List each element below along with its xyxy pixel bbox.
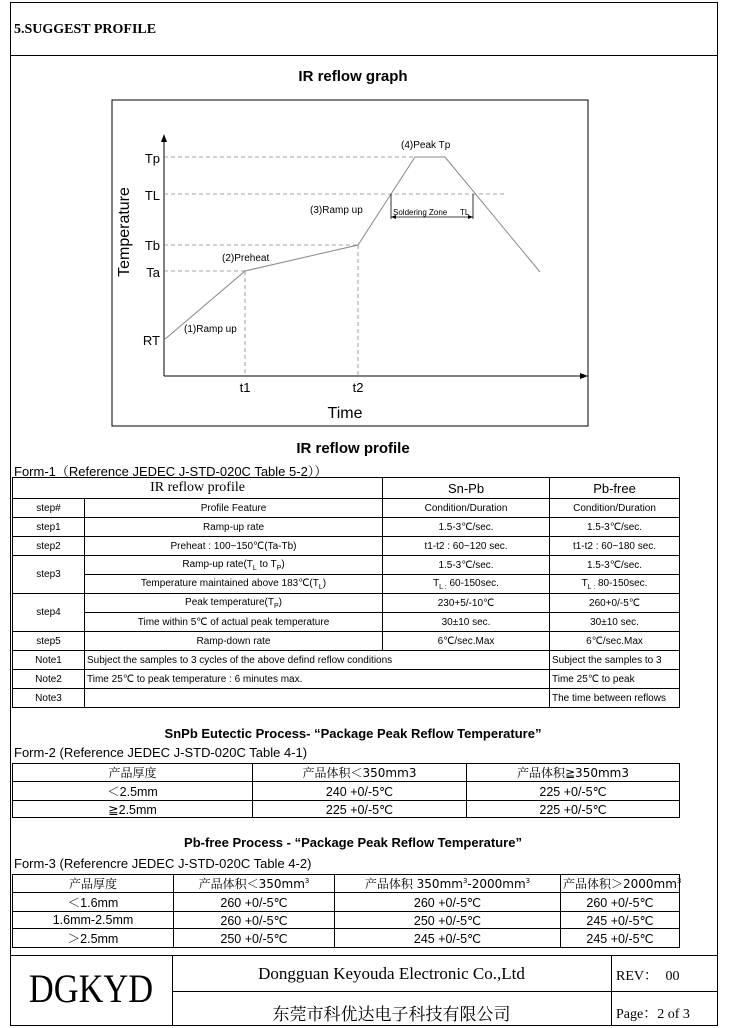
table-cell: 260 +0/-5℃ xyxy=(561,893,680,912)
feature-cell xyxy=(85,556,383,575)
snpb-cell: 6℃/sec.Max xyxy=(383,632,550,651)
profile-table xyxy=(12,477,680,708)
form2-table xyxy=(12,763,680,818)
table-row xyxy=(13,929,680,948)
table-cell: 225 +0/-5℃ xyxy=(467,782,680,801)
y-tick-rt: RT xyxy=(142,333,160,348)
table-cell: ＜2.5mm xyxy=(13,782,253,801)
table-row xyxy=(13,670,680,689)
form3-title: Pb-free Process - “Package Peak Reflow Temperature” xyxy=(184,835,522,850)
note-text xyxy=(85,689,550,708)
note-label: Note1 xyxy=(13,651,85,670)
header-text: -2000mm xyxy=(467,877,526,891)
profile-header-feature: IR reflow profile xyxy=(13,478,383,499)
y-tick-tb: Tb xyxy=(144,238,160,253)
pbfree-cell: 1.5-3℃/sec. xyxy=(550,556,680,575)
y-axis-arrow xyxy=(161,134,167,142)
superscript: 3 xyxy=(525,877,531,885)
x-tick-t1: t1 xyxy=(239,380,251,395)
profile-header-pbfree: Pb-free xyxy=(550,478,680,499)
feature-cell xyxy=(85,575,383,594)
subscript: L xyxy=(318,583,323,591)
subheader-feature: Profile Feature xyxy=(85,499,383,518)
feature-text: Peak temperature(T xyxy=(185,596,274,608)
snpb-cell: 1.5-3℃/sec. xyxy=(383,556,550,575)
rev-value: 00 xyxy=(665,969,680,984)
subscript: P xyxy=(273,602,279,610)
header-text: 产品体积＞2000mm xyxy=(563,877,677,891)
feature-cell xyxy=(85,594,383,613)
snpb-cell: 30±10 sec. xyxy=(383,613,550,632)
feature-text: Ramp-up rate(T xyxy=(182,558,253,570)
table-row xyxy=(13,801,680,818)
y-tick-ta: Ta xyxy=(146,265,160,280)
table-cell: 245 +0/-5℃ xyxy=(561,929,680,948)
form2-header-thickness: 产品厚度 xyxy=(13,764,253,782)
form2-header-row xyxy=(13,764,680,782)
form3-header-large xyxy=(561,875,680,893)
table-cell: 260 +0/-5℃ xyxy=(335,893,561,912)
value-text: 80-150sec. xyxy=(595,577,648,589)
footer-company-en: Dongguan Keyouda Electronic Co.,Ltd xyxy=(258,964,525,983)
value-text: T xyxy=(581,577,588,589)
y-tick-tl: TL xyxy=(144,188,160,203)
pbfree-cell: t1-t2 : 60~180 sec. xyxy=(550,537,680,556)
table-cell: ＜1.6mm xyxy=(13,893,174,912)
form3-header-thickness: 产品厚度 xyxy=(13,875,174,893)
feature-cell: Preheat : 100~150℃(Ta-Tb) xyxy=(85,537,383,556)
superscript: 3 xyxy=(462,877,468,885)
table-row xyxy=(13,893,680,912)
table-cell: 1.6mm-2.5mm xyxy=(13,912,174,929)
pbfree-cell: 6℃/sec.Max xyxy=(550,632,680,651)
value-text: 60-150sec. xyxy=(446,577,499,589)
note-pbfree: The time between reflows xyxy=(550,689,680,708)
subheader-pbfree: Condition/Duration xyxy=(550,499,680,518)
step-label: step2 xyxy=(13,537,85,556)
note-pbfree: Time 25℃ to peak xyxy=(550,670,680,689)
feature-text: ) xyxy=(278,596,282,608)
table-row xyxy=(13,575,680,594)
annotation-soldering-tl: TL xyxy=(460,208,470,217)
snpb-cell: 230+5/-10℃ xyxy=(383,594,550,613)
annotation-ramp-up-1: (1)Ramp up xyxy=(184,324,237,335)
footer-company-cn: 东莞市科优达电子科技有限公司 xyxy=(272,1005,511,1025)
subscript: P xyxy=(276,564,282,572)
snpb-cell xyxy=(383,575,550,594)
subheader-snpb: Condition/Duration xyxy=(383,499,550,518)
form3-label: Form-3 (Referencre JEDEC J-STD-020C Table 4-2) xyxy=(14,856,312,871)
feature-cell: Ramp-up rate xyxy=(85,518,383,537)
step-label: step5 xyxy=(13,632,85,651)
section-title: 5.SUGGEST PROFILE xyxy=(14,22,157,37)
form2-header-small: 产品体积＜350mm3 xyxy=(253,764,467,782)
annotation-preheat: (2)Preheat xyxy=(222,253,270,264)
superscript: 3 xyxy=(676,877,682,885)
step-label: step4 xyxy=(13,594,85,632)
form3-header-row xyxy=(13,875,680,893)
snpb-cell: 1.5-3℃/sec. xyxy=(383,518,550,537)
x-axis-arrow xyxy=(580,373,588,379)
form3-header-mid xyxy=(335,875,561,893)
profile-subheader-row xyxy=(13,499,680,518)
table-row xyxy=(13,594,680,613)
feature-text: to T xyxy=(256,558,277,570)
form1-label: Form-1（Reference JEDEC J-STD-020C Table 5-2）） xyxy=(14,464,328,479)
subscript: L xyxy=(252,564,257,572)
graph-title: IR reflow graph xyxy=(298,68,408,85)
table-cell: 225 +0/-5℃ xyxy=(253,801,467,818)
header-text: 产品体积 350mm xyxy=(364,877,463,891)
snpb-cell: t1-t2 : 60~120 sec. xyxy=(383,537,550,556)
page-value: 2 of 3 xyxy=(657,1007,690,1022)
pbfree-cell: 260+0/-5℃ xyxy=(550,594,680,613)
note-pbfree: Subject the samples to 3 xyxy=(550,651,680,670)
profile-header-snpb: Sn-Pb xyxy=(383,478,550,499)
table-cell: 250 +0/-5℃ xyxy=(335,912,561,929)
graph-border xyxy=(112,100,588,426)
step-label: step1 xyxy=(13,518,85,537)
pbfree-cell: 1.5-3℃/sec. xyxy=(550,518,680,537)
x-axis-label: Time xyxy=(327,405,363,422)
table-cell: 245 +0/-5℃ xyxy=(561,912,680,929)
note-label: Note2 xyxy=(13,670,85,689)
table-cell: 240 +0/-5℃ xyxy=(253,782,467,801)
table-row xyxy=(13,613,680,632)
feature-cell: Time within 5℃ of actual peak temperature xyxy=(85,613,383,632)
table-row xyxy=(13,632,680,651)
footer-logo: DGKYD xyxy=(28,966,154,1011)
subscript: L : xyxy=(439,583,447,591)
table-row xyxy=(13,518,680,537)
footer-page xyxy=(616,1003,690,1023)
table-cell: 260 +0/-5℃ xyxy=(174,893,335,912)
subscript: L : xyxy=(587,583,596,591)
note-text: Subject the samples to 3 cycles of the above defind reflow conditions xyxy=(85,651,550,670)
table-row xyxy=(13,782,680,801)
feature-cell: Ramp-down rate xyxy=(85,632,383,651)
note-text: Time 25℃ to peak temperature : 6 minutes max. xyxy=(85,670,550,689)
y-tick-tp: Tp xyxy=(144,151,160,166)
step-label: step3 xyxy=(13,556,85,594)
table-row xyxy=(13,537,680,556)
reflow-graph xyxy=(0,0,734,440)
rev-label: REV： xyxy=(616,969,658,984)
subheader-step: step# xyxy=(13,499,85,518)
y-axis-label: Temperature xyxy=(116,187,133,277)
table-cell: ≧2.5mm xyxy=(13,801,253,818)
table-row xyxy=(13,689,680,708)
pbfree-cell xyxy=(550,575,680,594)
form2-title: SnPb Eutectic Process- “Package Peak Reflow Temperature” xyxy=(164,726,542,741)
header-text: 产品体积＜350mm xyxy=(198,877,305,891)
table-cell: 225 +0/-5℃ xyxy=(467,801,680,818)
table-row xyxy=(13,651,680,670)
table-cell: 260 +0/-5℃ xyxy=(174,912,335,929)
form3-header-small xyxy=(174,875,335,893)
profile-title: IR reflow profile xyxy=(296,440,410,457)
table-row xyxy=(13,912,680,929)
table-row xyxy=(13,556,680,575)
footer-mid-line xyxy=(172,991,718,992)
note-label: Note3 xyxy=(13,689,85,708)
profile-header-row xyxy=(13,478,680,499)
page-label: Page： xyxy=(616,1007,658,1022)
superscript: 3 xyxy=(304,877,310,885)
feature-text: ) xyxy=(281,558,285,570)
table-cell: ＞2.5mm xyxy=(13,929,174,948)
footer-rev xyxy=(616,965,680,985)
form2-label: Form-2 (Reference JEDEC J-STD-020C Table 4-1) xyxy=(14,745,308,760)
form2-header-large: 产品体积≧350mm3 xyxy=(467,764,680,782)
table-cell: 250 +0/-5℃ xyxy=(174,929,335,948)
feature-text: ) xyxy=(322,577,327,589)
annotation-soldering-zone: Soldering Zone xyxy=(393,208,448,217)
pbfree-cell: 30±10 sec. xyxy=(550,613,680,632)
table-cell: 245 +0/-5℃ xyxy=(335,929,561,948)
annotation-peak: (4)Peak Tp xyxy=(401,140,451,151)
reflow-curve xyxy=(164,157,540,340)
feature-text: Temperature maintained above 183℃(T xyxy=(140,577,319,589)
annotation-ramp-up-3: (3)Ramp up xyxy=(310,205,363,216)
x-tick-t2: t2 xyxy=(352,380,364,395)
value-text: T xyxy=(433,577,440,589)
form3-table xyxy=(12,874,680,948)
